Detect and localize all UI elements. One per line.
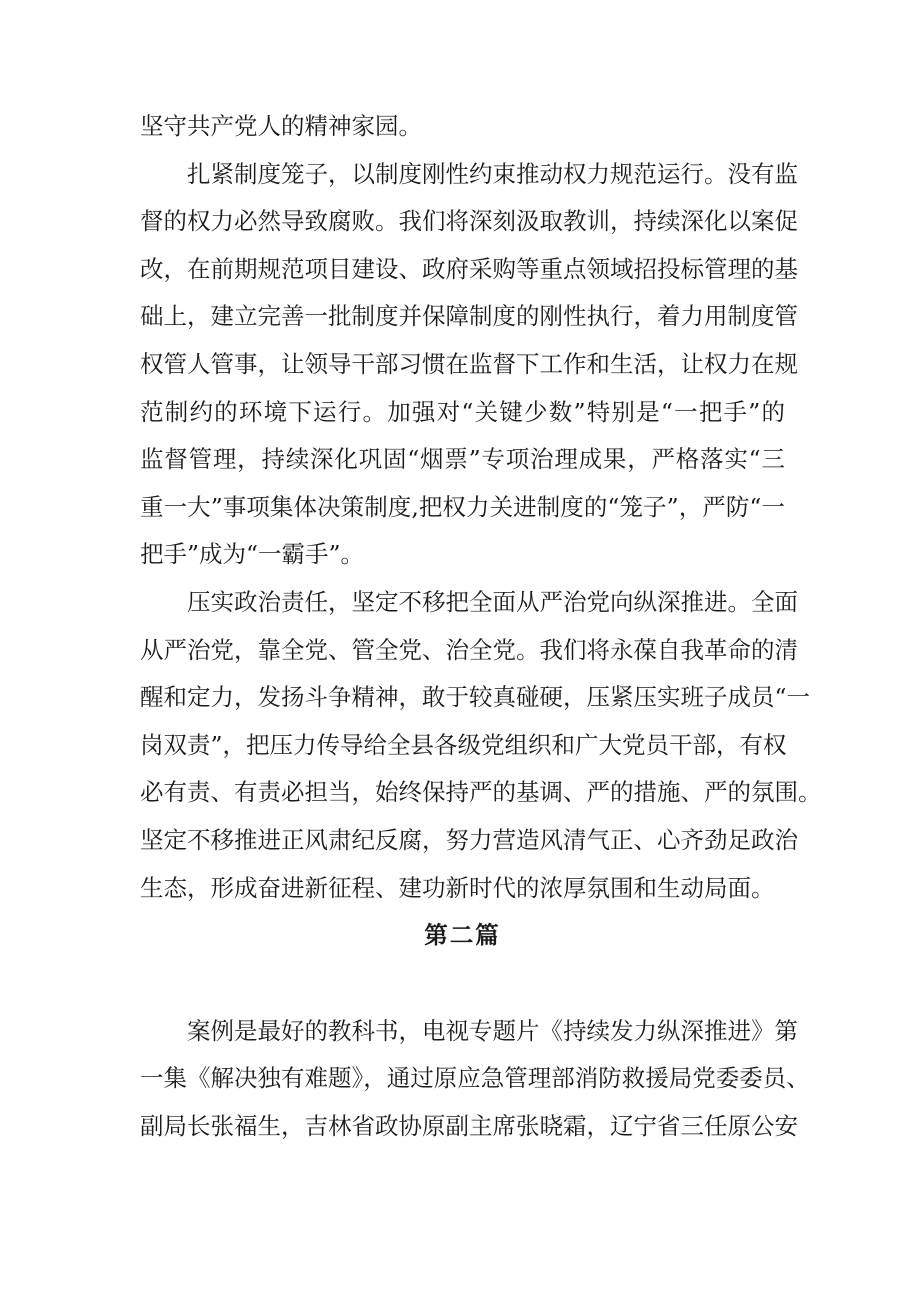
- text-line: 必有责、有责必担当，始终保持严的基调、严的措施、严的氛围。: [140, 778, 822, 807]
- text-line: 础上，建立完善一批制度并保障制度的刚性执行，着力用制度管: [140, 302, 798, 331]
- section-heading: 第二篇: [424, 921, 501, 950]
- text-line: 副局长张福生，吉林省政协原副主席张晓霜，辽宁省三任原公安: [140, 1111, 798, 1140]
- text-line: 权管人管事，让领导干部习惯在监督下工作和生活，让权力在规: [140, 349, 798, 378]
- text-line: 岗双责”，把压力传导给全县各级党组织和广大党员干部，有权: [140, 730, 787, 759]
- text-line: 督的权力必然导致腐败。我们将深刻汲取教训，持续深化以案促: [140, 207, 798, 236]
- text-line: 坚守共产党人的精神家园。: [140, 112, 422, 140]
- text-line: 从严治党，靠全党、管全党、治全党。我们将永葆自我革命的清: [140, 635, 798, 664]
- document-page: [140, 103, 822, 1150]
- text-line: 监督管理，持续深化巩固“烟票”专项治理成果，严格落实“三: [140, 445, 785, 474]
- text-line: 一集《解决独有难题》，通过原应急管理部消防救援局党委委员、: [140, 1064, 810, 1093]
- text-line: 醒和定力，发扬斗争精神，敢于较真碰硬，压紧压实班子成员“一: [140, 683, 811, 712]
- paragraph-political-responsibility: [140, 579, 822, 912]
- paragraph-case-study: [140, 1008, 810, 1151]
- paragraph-institution-cage: [140, 151, 798, 579]
- text-line: 扎紧制度笼子，以制度刚性约束推动权力规范运行。没有监: [187, 159, 798, 188]
- text-line: 案例是最好的教科书，电视专题片《持续发力纵深推进》第: [187, 1016, 798, 1045]
- text-line: 压实政治责任，坚定不移把全面从严治党向纵深推进。全面: [187, 587, 798, 616]
- text-line: 把手”成为“一霸手”。: [140, 540, 365, 569]
- blank-space: [140, 960, 785, 1008]
- text-line: 生态，形成奋进新征程、建功新时代的浓厚氛围和生动局面。: [140, 873, 775, 902]
- paragraph-continuation: [140, 103, 785, 151]
- text-line: 坚定不移推进正风肃纪反腐，努力营造风清气正、心齐劲足政治: [140, 825, 798, 854]
- text-line: 范制约的环境下运行。加强对“关键少数”特别是“一把手”的: [140, 397, 785, 426]
- text-line: 重一大”事项集体决策制度,把权力关进制度的“笼子”，严防“一: [140, 492, 785, 521]
- text-line: 改，在前期规范项目建设、政府采购等重点领域招投标管理的基: [140, 254, 798, 283]
